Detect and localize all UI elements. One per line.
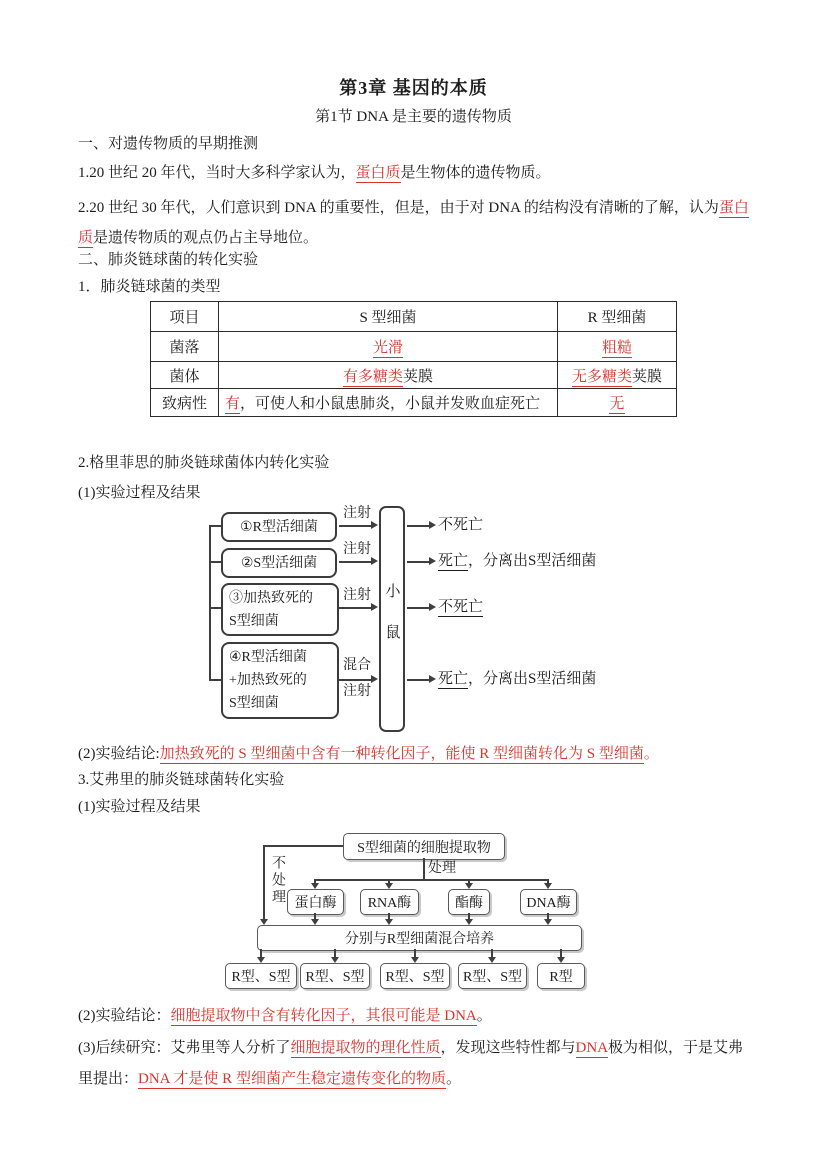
group-4-line-2: +加热致死的 [229, 673, 307, 688]
enzyme-box-dnase: DNA酶 [520, 889, 577, 915]
bacteria-type-table [150, 301, 677, 417]
table-row-colony [151, 332, 677, 362]
group-box-3 [221, 583, 339, 636]
section-subtitle: 第1节 DNA 是主要的遗传物质 [315, 109, 512, 125]
enzyme-box-rnase: RNA酶 [360, 889, 419, 915]
answer-yes: 有 [225, 396, 241, 412]
avery-conclusion [78, 1006, 754, 1027]
no-treat-label: 不处理 [270, 855, 285, 906]
heading-griffith-experiment: 2.格里菲思的肺炎链球菌体内转化实验 [78, 455, 330, 471]
mix-inject-line [339, 679, 372, 681]
conclusion-answer: 细胞提取物中含有转化因子，其很可能是 DNA [170, 1008, 477, 1024]
chapter-title: 第3章 基因的本质 [339, 78, 488, 98]
col-header-item: 项目 [151, 302, 219, 332]
heading-avery-experiment: 3.艾弗里的肺炎链球菌转化实验 [78, 772, 285, 788]
answer-dna-conclusion: DNA 才是使 R 型细菌产生稳定遗传变化的物质 [138, 1071, 446, 1087]
result-line-3 [407, 607, 430, 609]
mix-label: 混合 [343, 658, 371, 673]
result-2-rest: ，分离出S型活细菌 [468, 553, 597, 569]
result-4-rest: ，分离出S型活细菌 [468, 671, 597, 687]
enzyme-box-protease: 蛋白酶 [287, 889, 344, 915]
result-2 [438, 551, 596, 571]
griffith-procedure-label: (1)实验过程及结果 [78, 485, 201, 501]
col-header-r-type: R 型细菌 [558, 302, 677, 332]
answer-rough: 粗糙 [601, 340, 632, 356]
answer-no-capsule: 无多糖类 [571, 368, 632, 385]
inject-line-2 [339, 561, 372, 563]
group-box-4 [221, 642, 339, 719]
group-box-2 [221, 548, 337, 578]
inject-arrow-3 [371, 603, 378, 611]
row-label: 菌体 [151, 362, 219, 389]
inject-label-3: 注射 [343, 588, 371, 603]
treat-label: 处理 [428, 861, 456, 876]
avery-result-box-4: R型、S型 [458, 963, 527, 989]
griffith-conclusion [78, 744, 754, 765]
griffith-diagram [205, 503, 625, 728]
bracket-stub-4 [209, 679, 221, 681]
avery-result-box-2: R型、S型 [300, 963, 370, 989]
result-4 [438, 669, 596, 689]
inject-arrow-1 [371, 521, 378, 529]
text-run: 是遗传物质的观点仍占主导地位。 [93, 230, 319, 246]
followup-label: (3)后续研究： [78, 1040, 171, 1056]
text-run: 2.20 世纪 30 年代，人们意识到 DNA 的重要性，但是，由于对 DNA 的结构没有清晰的了解，认为 [78, 200, 719, 216]
answer-none: 无 [609, 396, 625, 412]
table-row-cell-body [151, 362, 677, 389]
mix-inject-arrow [371, 675, 378, 683]
result-line-2 [407, 561, 430, 563]
answer-smooth: 光滑 [372, 340, 403, 356]
heading-transformation-experiments: 二、肺炎链球菌的转化实验 [78, 252, 259, 268]
no-treat-hline [263, 845, 343, 847]
mix-culture-box: 分别与R型细菌混合培养 [257, 925, 582, 951]
conclusion-period: 。 [643, 746, 659, 762]
text-run: 1.20 世纪 20 年代，当时大多科学家认为， [78, 165, 356, 181]
cell-r-colony [558, 332, 677, 362]
cell-r-capsule [558, 362, 677, 389]
col-header-s-type: S 型细菌 [219, 302, 558, 332]
inject-label-2: 注射 [343, 542, 371, 557]
bracket-stub-3 [209, 607, 221, 609]
text-run: 是生物体的遗传物质。 [400, 165, 551, 181]
text-run: 荚膜 [403, 368, 434, 385]
group-3-line-2: S型细菌 [229, 613, 279, 629]
result-line-4 [407, 679, 430, 681]
result-arrow-1 [429, 521, 436, 529]
row-label: 致病性 [151, 389, 219, 417]
result-arrow-2 [429, 557, 436, 565]
avery-procedure-label: (1)实验过程及结果 [78, 799, 201, 815]
no-treat-vline [263, 845, 265, 919]
group-4-line-1: ④R型活细菌 [229, 650, 307, 665]
bracket-stub-1 [209, 525, 221, 527]
avery-result-box-3: R型、S型 [380, 963, 450, 989]
cell-s-pathogenic [219, 389, 558, 417]
answer-protein: 蛋白质 [355, 165, 401, 181]
text-run: ，可使人和小鼠患肺炎，小鼠并发败血症死亡 [240, 396, 541, 412]
result-3-underlined: 不死亡 [438, 599, 484, 615]
inject-label-1: 注射 [343, 506, 371, 521]
cell-s-colony [219, 332, 558, 362]
cell-s-capsule [219, 362, 558, 389]
avery-followup [78, 1033, 754, 1095]
inject-line-3 [339, 607, 372, 609]
heading-pneumococcus-types: 1．肺炎链球菌的类型 [78, 279, 221, 295]
table-header-row [151, 302, 677, 332]
extract-box: S型细菌的细胞提取物 [343, 833, 505, 860]
row-label: 菌落 [151, 332, 219, 362]
answer-protein-2: 蛋白质 [78, 200, 749, 246]
group-2-label: ②S型活细菌 [240, 555, 318, 571]
text-run: 荚膜 [632, 368, 663, 385]
group-3-line-1: ③加热致死的 [229, 590, 313, 606]
inject-line-1 [339, 525, 372, 527]
text-run: 艾弗里等人分析了 [170, 1040, 291, 1056]
cell-r-pathogenic [558, 389, 677, 417]
text-run: 。 [445, 1071, 461, 1087]
result-arrow-4 [429, 675, 436, 683]
group-1-label: ①R型活细菌 [240, 519, 318, 535]
inject-label-4: 注射 [343, 684, 371, 699]
para-1930s [78, 193, 754, 253]
para-1920s [78, 163, 754, 184]
result-1 [438, 515, 483, 535]
group-box-1 [221, 512, 337, 542]
answer-properties: 细胞提取物的理化性质 [290, 1040, 441, 1056]
enzyme-box-esterase: 酯酶 [448, 889, 490, 915]
bracket-stub-2 [209, 561, 221, 563]
conclusion-label: (2)实验结论: [78, 746, 160, 762]
group-4-line-3: S型细菌 [229, 696, 279, 711]
result-4-underlined: 死亡 [438, 671, 469, 687]
conclusion-period: 。 [476, 1008, 492, 1024]
result-arrow-3 [429, 603, 436, 611]
result-2-underlined: 死亡 [438, 553, 469, 569]
conclusion-label: (2)实验结论： [78, 1008, 171, 1024]
answer-dna: DNA [575, 1040, 609, 1056]
text-run: 极为相似，于是艾弗里提出： [78, 1040, 744, 1087]
text-run: ，发现这些特性都与 [440, 1040, 576, 1056]
result-line-1 [407, 525, 430, 527]
bracket-line [209, 525, 211, 680]
mouse-box: 小鼠 [379, 506, 405, 732]
heading-early-speculation: 一、对遗传物质的早期推测 [78, 136, 259, 152]
avery-result-box-5: R型 [537, 963, 585, 989]
table-row-pathogenicity [151, 389, 677, 417]
branch-line [314, 879, 548, 881]
result-1-text: 不死亡 [438, 517, 484, 533]
avery-diagram [225, 833, 587, 993]
answer-has-capsule: 有多糖类 [342, 368, 403, 385]
avery-result-box-1: R型、S型 [225, 963, 297, 989]
conclusion-answer: 加热致死的 S 型细菌中含有一种转化因子，能使 R 型细菌转化为 S 型细菌 [159, 746, 644, 762]
inject-arrow-2 [371, 557, 378, 565]
treat-line [423, 858, 425, 879]
result-3 [438, 597, 483, 617]
